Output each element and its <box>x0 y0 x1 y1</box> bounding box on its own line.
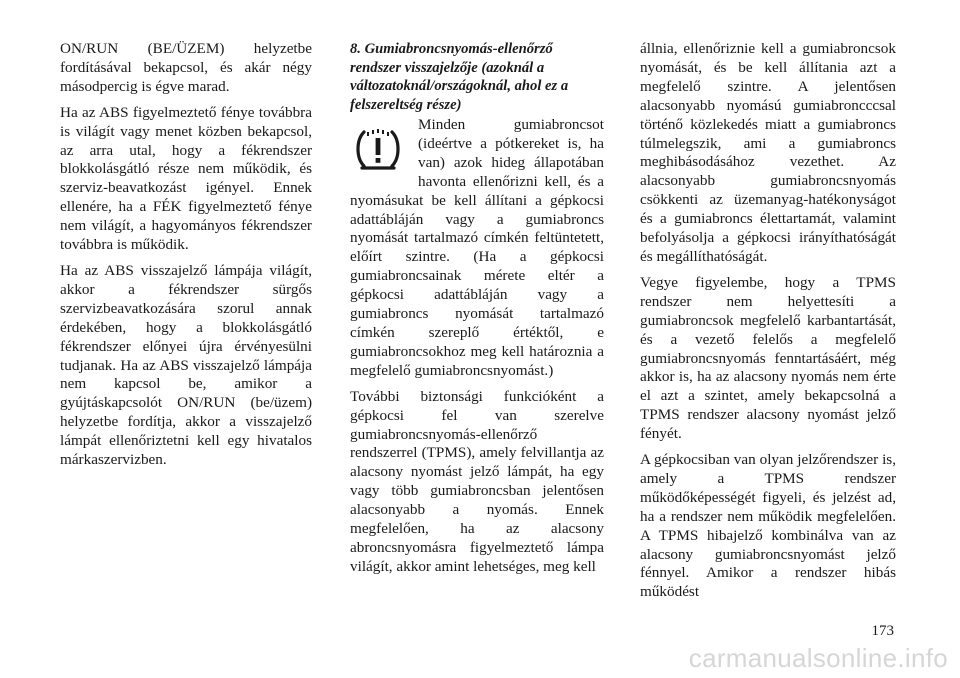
page-number: 173 <box>871 623 894 639</box>
text-column-right <box>640 40 896 609</box>
paragraph: Ha az ABS figyelmeztető fénye továbbra is világít vagy menet közben bekapcsol, az arra utal, hogy a fékrendszer blokkolásgátló része nem működik, és szerviz-beavatkozást igényel. Ennek ellenére, ha a FÉK figyelmeztető fénye nem világít, a hagyományos fékrendszer továbbra is működik. <box>60 103 312 254</box>
section-heading: 8. Gumiabroncsnyomás-ellenőrző rendszer visszajelzője (azoknál a változatoknál/országoknál, ahol ez a felszereltség része) <box>350 41 569 113</box>
paragraph: Ha az ABS visszajelző lámpája világít, akkor a fékrendszer sürgős szervizbeavatkozására szorul annak érdekében, hogy a blokkolásgátló fékrendszer előnyei újra érvényesülni tudjanak. Ha az ABS visszajelző lámpája nem kapcsol be, amikor a gyújtáskapcsolót ON/RUN (be/üzem) helyzetbe fordítja, akkor a visszajelző lámpát ellenőriztetni kell egy hivatalos márkaszervizben. <box>60 261 312 469</box>
text-column-middle <box>350 40 604 584</box>
paragraph: További biztonsági funkcióként a gépkocsi fel van szerelve gumiabroncsnyomás-ellenőrző rendszerrel (TPMS), amely felvillantja az alacsony nyomást jelző lámpát, ha egy vagy több gumiabroncsban jelentősen alacsonyabb a nyomás. Ennek megfelelően, ha az alacsony abroncsnyomásra figyelmeztető lámpa világít, akkor amint lehetséges, meg kell <box>350 387 604 575</box>
tpms-warning-block <box>350 116 604 381</box>
paragraph: ON/RUN (BE/ÜZEM) helyzetbe fordításával bekapcsol, és akár négy másodpercig is égve marad. <box>60 40 312 95</box>
watermark: carmanualsonline.info <box>688 643 948 673</box>
paragraph: Vegye figyelembe, hogy a TPMS rendszer nem helyettesíti a gumiabroncsok megfelelő karbantartását, és a vezető felelős a megfelelő gumiabroncsnyomás fenntartásáért, még akkor is, ha az alacsony nyomás nem érte el azt a szintet, amely bekapcsolná a TPMS rendszer alacsony nyomást jelző fényét. <box>640 273 896 443</box>
text-column-left <box>60 40 312 477</box>
paragraph: A gépkocsiban van olyan jelzőrendszer is, amely a TPMS rendszer működőképességét figyeli, és jelzést ad, ha a rendszer nem működik megfelelően. A TPMS hibajelző kombinálva van az alacsony gumiabroncsnyomást jelző fénnyel. Amikor a rendszer hibás működést <box>640 451 896 601</box>
paragraph: Minden gumiabroncsot (ideértve a pótkereket is, ha van) azok hideg állapotában havonta ellenőrizni kell, és a nyomásukat be kell állítani a gépkocsi adattábláján vagy a gumiabroncs nyomását tartalmazó címkén feltüntetett, előírt szintre. (Ha a gépkocsi gumiabroncsainak mérete eltér a gépkocsi adattábláján vagy a gumiabroncs nyomását tartalmazó címkén szereplő értéktől, e gumiabroncsokhoz meg kell határoznia a megfelelő gumiabroncsnyomást.) <box>350 116 604 379</box>
paragraph: állnia, ellenőriznie kell a gumiabroncsok nyomását, és be kell állítania azt a megfelelő szintre. A jelentősen alacsonyabb nyomású gumiabroncccsal történő közlekedés miatt a gumiabroncs túlmelegszik, ami a gumiabroncs meghibásodásához vezethet. Az alacsonyabb gumiabroncsnyomás csökkenti az üzemanyag-hatékonyságot és a gumiabroncs élettartamát, valamint befolyásolja a gépkocsi irányíthatóságát és megállíthatóságát. <box>640 40 896 265</box>
tire-pressure-warning-icon <box>350 124 406 176</box>
